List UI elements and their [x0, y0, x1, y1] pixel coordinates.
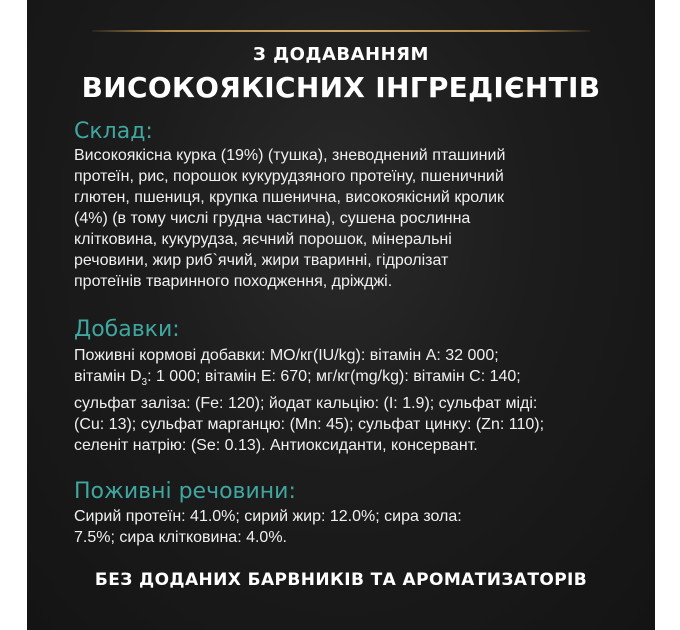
composition-line: Високоякісна курка (19%) (тушка), зневоднений пташиний: [74, 147, 506, 164]
footer-claim: БЕЗ ДОДАНИХ БАРВНИКІВ ТА АРОМАТИЗАТОРІВ: [94, 570, 588, 590]
header-subtitle: З ДОДАВАННЯМ: [253, 44, 429, 65]
gold-divider-line: [92, 30, 590, 32]
composition-line: речовини, жир риб`ячий, жири тваринні, гідролізат: [74, 252, 449, 269]
additives-line: [74, 366, 634, 393]
composition-line: протеїн, рис, порошок кукурудзяного протеїну, пшеничний: [74, 168, 504, 185]
additives-title: Добавки:: [74, 317, 180, 342]
nutrients-text: [74, 506, 634, 548]
composition-line: глютен, пшениця, крупка пшенична, високоякісний кролик: [74, 189, 505, 206]
vitamin-d-subscript: 3: [141, 377, 148, 389]
nutrients-line: 7.5%; сира клітковина: 4.0%.: [74, 529, 287, 546]
additives-line: селеніт натрію: (Se: 0.13). Антиоксиданти, консервант.: [74, 437, 478, 455]
vitamin-d-label: вітамін D: [74, 368, 142, 385]
composition-line: (4%) (в тому числі грудна частина), сушена рослинна: [74, 210, 471, 227]
composition-title: Склад:: [74, 119, 153, 144]
additives-text: [74, 345, 634, 456]
header-title: ВИСОКОЯКІСНИХ ІНГРЕДІЄНТІВ: [81, 71, 601, 104]
additives-line: (Cu: 13); сульфат марганцю: (Mn: 45); сульфат цинку: (Zn: 110);: [74, 416, 545, 434]
composition-line: клітковина, кукурудза, яєчний порошок, мінеральні: [74, 231, 452, 248]
additives-line: сульфат заліза: (Fe: 120); йодат кальцію: (I: 1.9); сульфат міді:: [74, 395, 538, 413]
additives-line-rest: : 1 000; вітамін Е: 670; мг/кг(mg/kg): вітамін С: 140;: [147, 368, 521, 385]
composition-line: протеїнів тваринного походження, дріжджі.: [74, 273, 393, 290]
nutrients-title: Поживні речовини:: [74, 479, 296, 504]
composition-text: [74, 145, 634, 292]
additives-line: Поживні кормові добавки: МО/кг(IU/kg): вітамін А: 32 000;: [74, 347, 499, 364]
nutrients-line: Сирий протеїн: 41.0%; сирий жир: 12.0%; сира зола:: [74, 508, 462, 525]
label-panel: [27, 0, 655, 630]
